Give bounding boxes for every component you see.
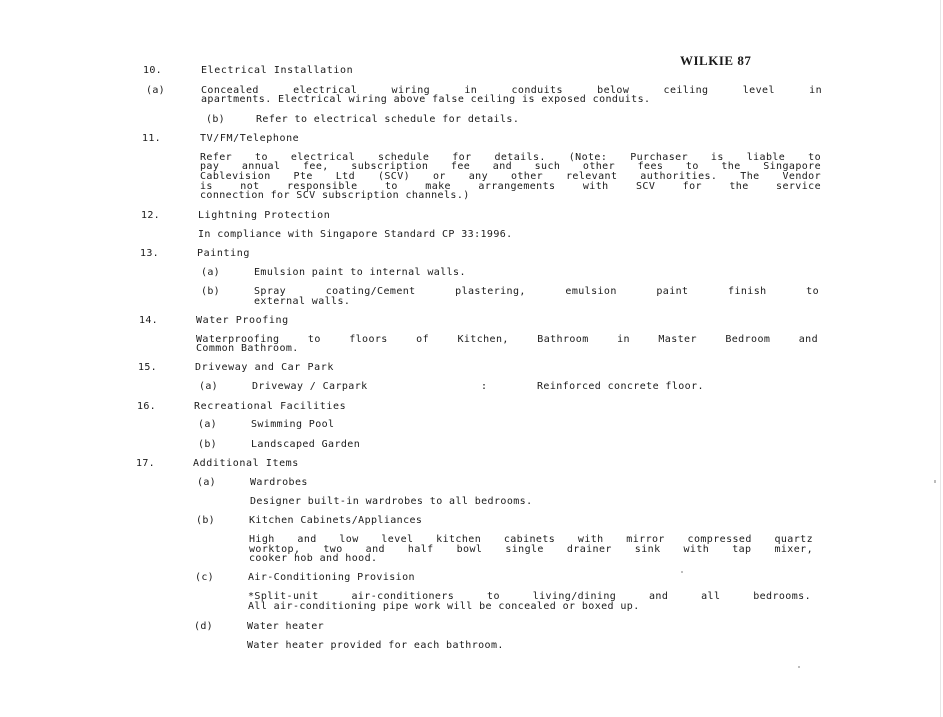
body-line: is not responsible to make arrangements with SCV for the service [200, 181, 821, 192]
body-line: Cablevision Pte Ltd (SCV) or any other relevant authorities. The Vendor [200, 171, 821, 182]
section-title: Lightning Protection [198, 210, 331, 221]
body-line: Designer built-in wardrobes to all bedrooms. [250, 496, 533, 507]
body-line: Refer to electrical schedule for details. [256, 114, 520, 125]
body-line: In compliance with Singapore Standard CP 33:1996. [198, 229, 513, 240]
body-line: High and low level kitchen cabinets with mirror compressed quartz [249, 534, 813, 545]
section-title: Electrical Installation [201, 65, 354, 76]
scan-speck [934, 480, 936, 483]
document-code: WILKIE 87 [680, 53, 752, 68]
item-value: Reinforced concrete floor. [537, 381, 704, 392]
body-line: connection for SCV subscription channels.) [200, 190, 470, 201]
body-line: Common Bathroom. [196, 343, 299, 354]
section-title: Recreational Facilities [194, 401, 347, 412]
section-number: 13. [140, 248, 159, 259]
body-line: cooker hob and hood. [249, 553, 378, 564]
scan-edge-line [940, 0, 941, 717]
scan-speck [798, 666, 800, 668]
item-name: Kitchen Cabinets/Appliances [249, 515, 423, 526]
item-label: (a) [198, 419, 217, 430]
item-label: (b) [196, 515, 215, 526]
body-line: Concealed electrical wiring in conduits below ceiling level in [201, 85, 822, 96]
section-title: TV/FM/Telephone [200, 133, 300, 144]
scan-speck [681, 571, 683, 573]
item-name: Water heater [247, 621, 325, 632]
section-title: Painting [197, 248, 250, 259]
section-number: 10. [143, 65, 162, 76]
body-line: Spray coating/Cement plastering, emulsion paint finish to [254, 286, 819, 297]
item-label: (b) [201, 286, 220, 297]
body-line: Emulsion paint to internal walls. [254, 267, 466, 278]
section-number: 17. [136, 458, 155, 469]
body-line: All air-conditioning pipe work will be concealed or boxed up. [248, 601, 640, 612]
item-name: Landscaped Garden [251, 439, 361, 450]
item-name: Swimming Pool [251, 419, 335, 430]
item-name: Air-Conditioning Provision [248, 572, 415, 583]
item-label: (c) [195, 572, 214, 583]
section-number: 16. [137, 401, 156, 412]
body-line: Waterproofing to floors of Kitchen, Bathroom in Master Bedroom and [196, 334, 818, 345]
item-label: (a) [146, 85, 165, 96]
item-label: (a) [201, 267, 220, 278]
item-name: Wardrobes [250, 477, 308, 488]
section-number: 11. [142, 133, 161, 144]
section-number: 15. [138, 362, 157, 373]
section-title: Additional Items [193, 458, 299, 469]
section-title: Driveway and Car Park [195, 362, 335, 373]
item-name: Driveway / Carpark [252, 381, 368, 392]
body-line: Water heater provided for each bathroom. [247, 640, 504, 651]
item-label: (a) [199, 381, 218, 392]
section-number: 14. [139, 315, 158, 326]
body-line: pay annual fee, subscription fee and such other fees to the Singapore [200, 161, 821, 172]
item-label: (b) [206, 114, 225, 125]
body-line: *Split-unit air-conditioners to living/dining and all bedrooms. [248, 591, 811, 602]
body-line: external walls. [254, 296, 351, 307]
body-line: worktop, two and half bowl single drainer sink with tap mixer, [249, 544, 813, 555]
item-separator: : [481, 381, 488, 392]
item-label: (b) [198, 439, 217, 450]
body-line: Refer to electrical schedule for details. (Note: Purchaser is liable to [200, 152, 821, 163]
section-number: 12. [141, 210, 160, 221]
section-title: Water Proofing [196, 315, 289, 326]
item-label: (a) [197, 477, 216, 488]
item-label: (d) [194, 621, 213, 632]
body-line: apartments. Electrical wiring above false ceiling is exposed conduits. [201, 94, 651, 105]
